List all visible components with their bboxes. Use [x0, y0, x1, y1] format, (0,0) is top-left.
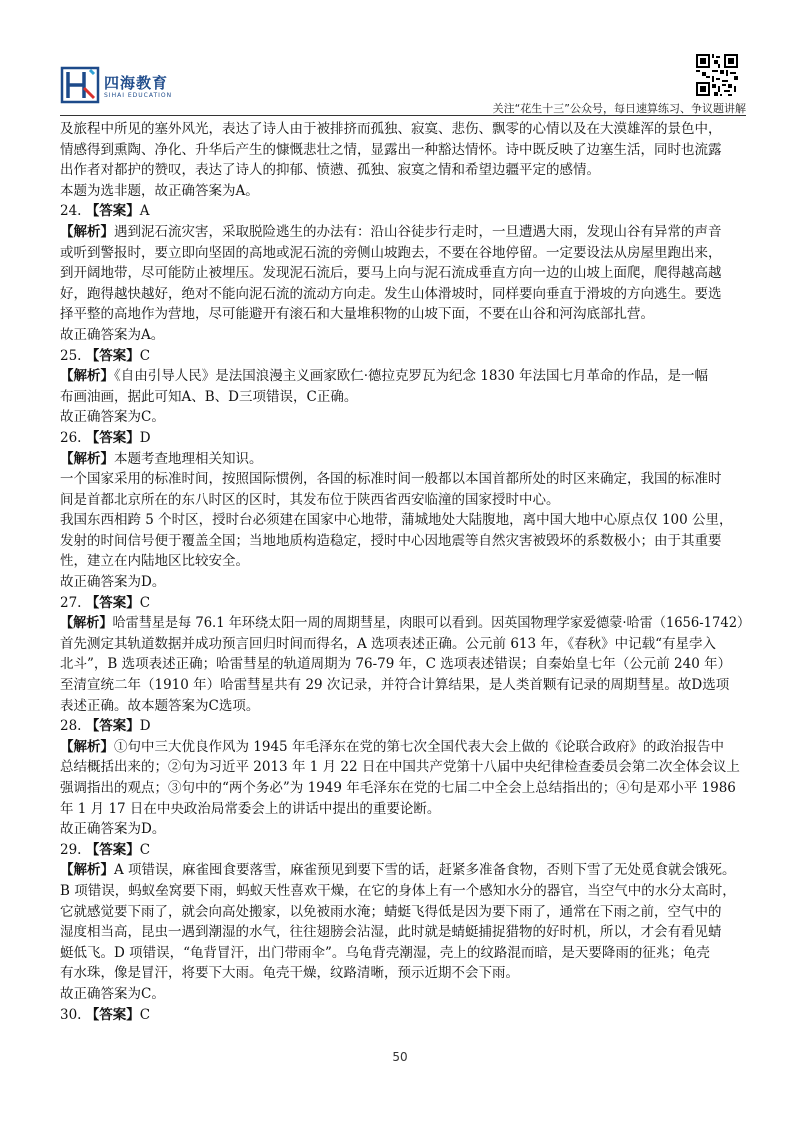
section-label: 【答案】: [85, 718, 140, 735]
line-text: 总结概括出来的；②句为习近平 2013 年 1 月 22 日在中国共产党第十八届中央纪律检查委员会第二次全体会议上: [60, 759, 740, 776]
text-line: [60, 181, 750, 202]
text-line: [60, 675, 750, 696]
line-text: 年 1 月 17 日在中央政治局常委会上的讲话中提出的重要论断。: [60, 800, 441, 817]
section-label: 【答案】: [85, 1006, 140, 1023]
line-text: C: [139, 1006, 151, 1023]
text-line: [60, 490, 750, 511]
text-line: [60, 634, 750, 655]
text-line: [60, 572, 750, 593]
line-text: 《自由引导人民》是法国浪漫主义画家欧仁·德拉克罗瓦为纪念 1830 年法国七月革命的作品，是一幅: [114, 368, 708, 385]
text-line: [60, 407, 750, 428]
line-text: 好，跑得越快越好，绝对不能向泥石流的流动方向走。发生山体滑坡时，同样要向垂直于滑坡的方向逃生。要选: [60, 285, 722, 302]
text-line: [60, 366, 750, 387]
question-number: 30.: [60, 1006, 86, 1023]
question-number: 26.: [60, 429, 86, 446]
line-text: 遇到泥石流灾害，采取脱险逃生的办法有：沿山谷徒步行走时，一旦遭遇大雨，发现山谷有异常的声音: [114, 223, 722, 240]
qr-code-icon: [694, 52, 740, 98]
text-line: [60, 860, 750, 881]
line-text: C: [139, 347, 151, 364]
text-line: [60, 160, 750, 181]
line-text: 择平整的高地作为营地，尽可能避开有滚石和大量堆积物的山坡下面，不要在山谷和河沟底部扎营。: [60, 306, 654, 323]
line-text: 我国东西相跨 5 个时区，授时台必须建在国家中心地带，蒲城地处大陆腹地，离中国大地中心原点仅 100 公里，: [60, 512, 733, 529]
section-label: 【解析】: [60, 450, 114, 467]
line-text: D: [139, 429, 151, 446]
header-divider: [60, 115, 746, 116]
line-text: 或听到警报时，要立即向坚固的高地或泥石流的旁侧山坡跑去，不要在谷地停留。一定要设法从房屋里跑出来，: [60, 244, 722, 261]
text-line: [60, 737, 750, 758]
line-text: 出作者对都护的赞叹，表达了诗人的抑郁、愤懑、孤独、寂寞之情和希望边疆平定的感情。: [60, 162, 600, 179]
section-label: 【解析】: [60, 738, 114, 755]
line-text: 情感得到熏陶、净化、升华后产生的慷慨悲壮之情，显露出一种豁达情怀。诗中既反映了边塞生活，同时也流露: [60, 141, 722, 158]
text-line: [60, 387, 750, 408]
header-slogan: 关注“花生十三”公众号，每日速算练习、争议题讲解: [492, 102, 746, 115]
line-text: 布画油画，据此可知A、B、D三项错误，C正确。: [60, 388, 358, 405]
line-text: 性，建立在内陆地区比较安全。: [60, 553, 249, 570]
question-number: 28.: [60, 718, 86, 735]
line-text: A: [139, 203, 150, 220]
line-text: C: [139, 594, 151, 611]
text-line: [60, 902, 750, 923]
text-line: [60, 346, 750, 367]
text-line: [60, 449, 750, 470]
line-text: 故正确答案为A。: [60, 326, 165, 343]
text-line: [60, 881, 750, 902]
question-number: 25.: [60, 347, 86, 364]
text-line: [60, 263, 750, 284]
line-text: 到开阔地带，尽可能防止被埋压。发现泥石流后，要马上向与泥石流成垂直方向一边的山坡上面爬，爬得越高越: [60, 265, 722, 282]
text-line: [60, 119, 750, 140]
text-line: [60, 469, 750, 490]
line-text: 间是首都北京所在的东八时区的区时，其发布位于陕西省西安临潼的国家授时中心。: [60, 491, 560, 508]
document-body: [60, 119, 750, 1025]
section-label: 【解析】: [60, 368, 114, 385]
question-number: 24.: [60, 203, 86, 220]
text-line: [60, 304, 750, 325]
section-label: 【答案】: [85, 203, 140, 220]
text-line: [60, 243, 750, 264]
line-text: 故正确答案为C。: [60, 985, 165, 1002]
text-line: [60, 428, 750, 449]
logo-mark-icon: [60, 64, 100, 104]
text-line: [60, 922, 750, 943]
text-line: [60, 840, 750, 861]
text-line: [60, 325, 750, 346]
section-label: 【答案】: [85, 841, 140, 858]
line-text: 及旅程中所见的塞外风光，表达了诗人由于被排挤而孤独、寂寞、悲伤、飘零的心情以及在大漠雄浑的景色中，: [60, 121, 722, 137]
text-line: [60, 778, 750, 799]
line-text: 它就感觉要下雨了，就会向高处搬家，以免被雨水淹；蜻蜓飞得低是因为要下雨了，通常在下雨之前，空气中的: [60, 903, 722, 920]
text-line: [60, 510, 750, 531]
line-text: 有水珠，像是冒汗，将要下大雨。龟壳干燥，纹路清晰，预示近期不会下雨。: [60, 965, 519, 982]
logo: [60, 64, 210, 110]
text-line: [60, 284, 750, 305]
text-line: [60, 222, 750, 243]
line-text: 本题考查地理相关知识。: [114, 450, 263, 467]
line-text: 故正确答案为D。: [60, 574, 166, 591]
text-line: [60, 696, 750, 717]
line-text: D: [139, 718, 151, 735]
text-line: [60, 531, 750, 552]
text-line: [60, 551, 750, 572]
logo-subtitle: SIHAI EDUCATION: [104, 92, 173, 99]
logo-text: 四海教育: [104, 74, 169, 92]
text-line: [60, 984, 750, 1005]
page-header: [60, 58, 746, 115]
text-line: [60, 613, 751, 634]
section-label: 【解析】: [60, 615, 113, 632]
question-number: 27.: [60, 594, 86, 611]
section-label: 【答案】: [85, 594, 140, 611]
line-text: 蜓低飞。D 项错误，“龟背冒汗，出门带雨伞”。乌龟背壳潮湿，壳上的纹路混而暗，是天要降雨的征兆；龟壳: [60, 944, 710, 961]
line-text: 首先测定其轨道数据并成功预言回归时间而得名，A 选项表述正确。公元前 613 年，《春秋》中记载“有星孛入: [60, 635, 717, 652]
line-text: A 项错误，麻雀囤食要落雪，麻雀预见到要下雪的话，赶紧多准备食物，否则下雪了无处觅食就会饿死。: [114, 862, 736, 879]
text-line: [60, 943, 750, 964]
line-text: 至清宣统二年（1910 年）哈雷彗星共有 29 次记录，并符合计算结果，是人类首颗有记录的周期彗星。故D选项: [60, 677, 730, 694]
line-text: 发射的时间信号便于覆盖全国；当地地质构造稳定，授时中心因地震等自然灾害被毁坏的系数极小；由于其重要: [60, 532, 722, 549]
text-line: [60, 963, 750, 984]
text-line: [60, 716, 750, 737]
question-number: 29.: [60, 841, 86, 858]
line-text: 强调指出的观点；③句中的“两个务必”为 1949 年毛泽东在党的七届二中全会上总结指出的；④句是邓小平 1986: [60, 780, 736, 796]
line-text: 故正确答案为C。: [60, 409, 165, 426]
text-line: [60, 799, 750, 820]
line-text: 哈雷彗星是每 76.1 年环绕太阳一周的周期彗星，肉眼可以看到。因英国物理学家爱德蒙·哈雷（1656-1742）: [112, 615, 751, 632]
line-text: 北斗”，B 选项表述正确；哈雷彗星的轨道周期为 76-79 年，C 选项表述错误；自秦始皇七年（公元前 240 年）: [60, 656, 732, 673]
section-label: 【答案】: [85, 347, 140, 364]
text-line: [60, 201, 750, 222]
page-number: 50: [392, 1050, 408, 1064]
text-line: [60, 1005, 750, 1026]
line-text: B 项错误，蚂蚁垒窝要下雨，蚂蚁天性喜欢干燥，在它的身体上有一个感知水分的器官，当空气中的水分太高时，: [60, 882, 736, 899]
line-text: 本题为选非题，故正确答案为A。: [60, 182, 259, 199]
text-line: [60, 819, 750, 840]
section-label: 【解析】: [60, 862, 114, 879]
text-line: [60, 140, 750, 161]
line-text: 一个国家采用的标准时间，按照国际惯例，各国的标准时间一般都以本国首都所处的时区来确定，我国的标准时: [60, 471, 722, 488]
line-text: 表述正确。故本题答案为C选项。: [60, 697, 260, 714]
section-label: 【答案】: [85, 429, 140, 446]
line-text: 故正确答案为D。: [60, 821, 166, 838]
line-text: 湿度相当高，昆虫一遇到潮湿的水气，往往翅膀会沾湿，此时就是蜻蜓捕捉猎物的好时机，所以，才会有看见蜻: [60, 924, 722, 941]
text-line: [60, 757, 750, 778]
section-label: 【解析】: [60, 223, 114, 240]
text-line: [60, 654, 750, 675]
line-text: C: [139, 841, 151, 858]
text-line: [60, 593, 750, 614]
line-text: ①句中三大优良作风为 1945 年毛泽东在党的第七次全国代表大会上做的《论联合政府》的政治报告中: [114, 738, 724, 755]
